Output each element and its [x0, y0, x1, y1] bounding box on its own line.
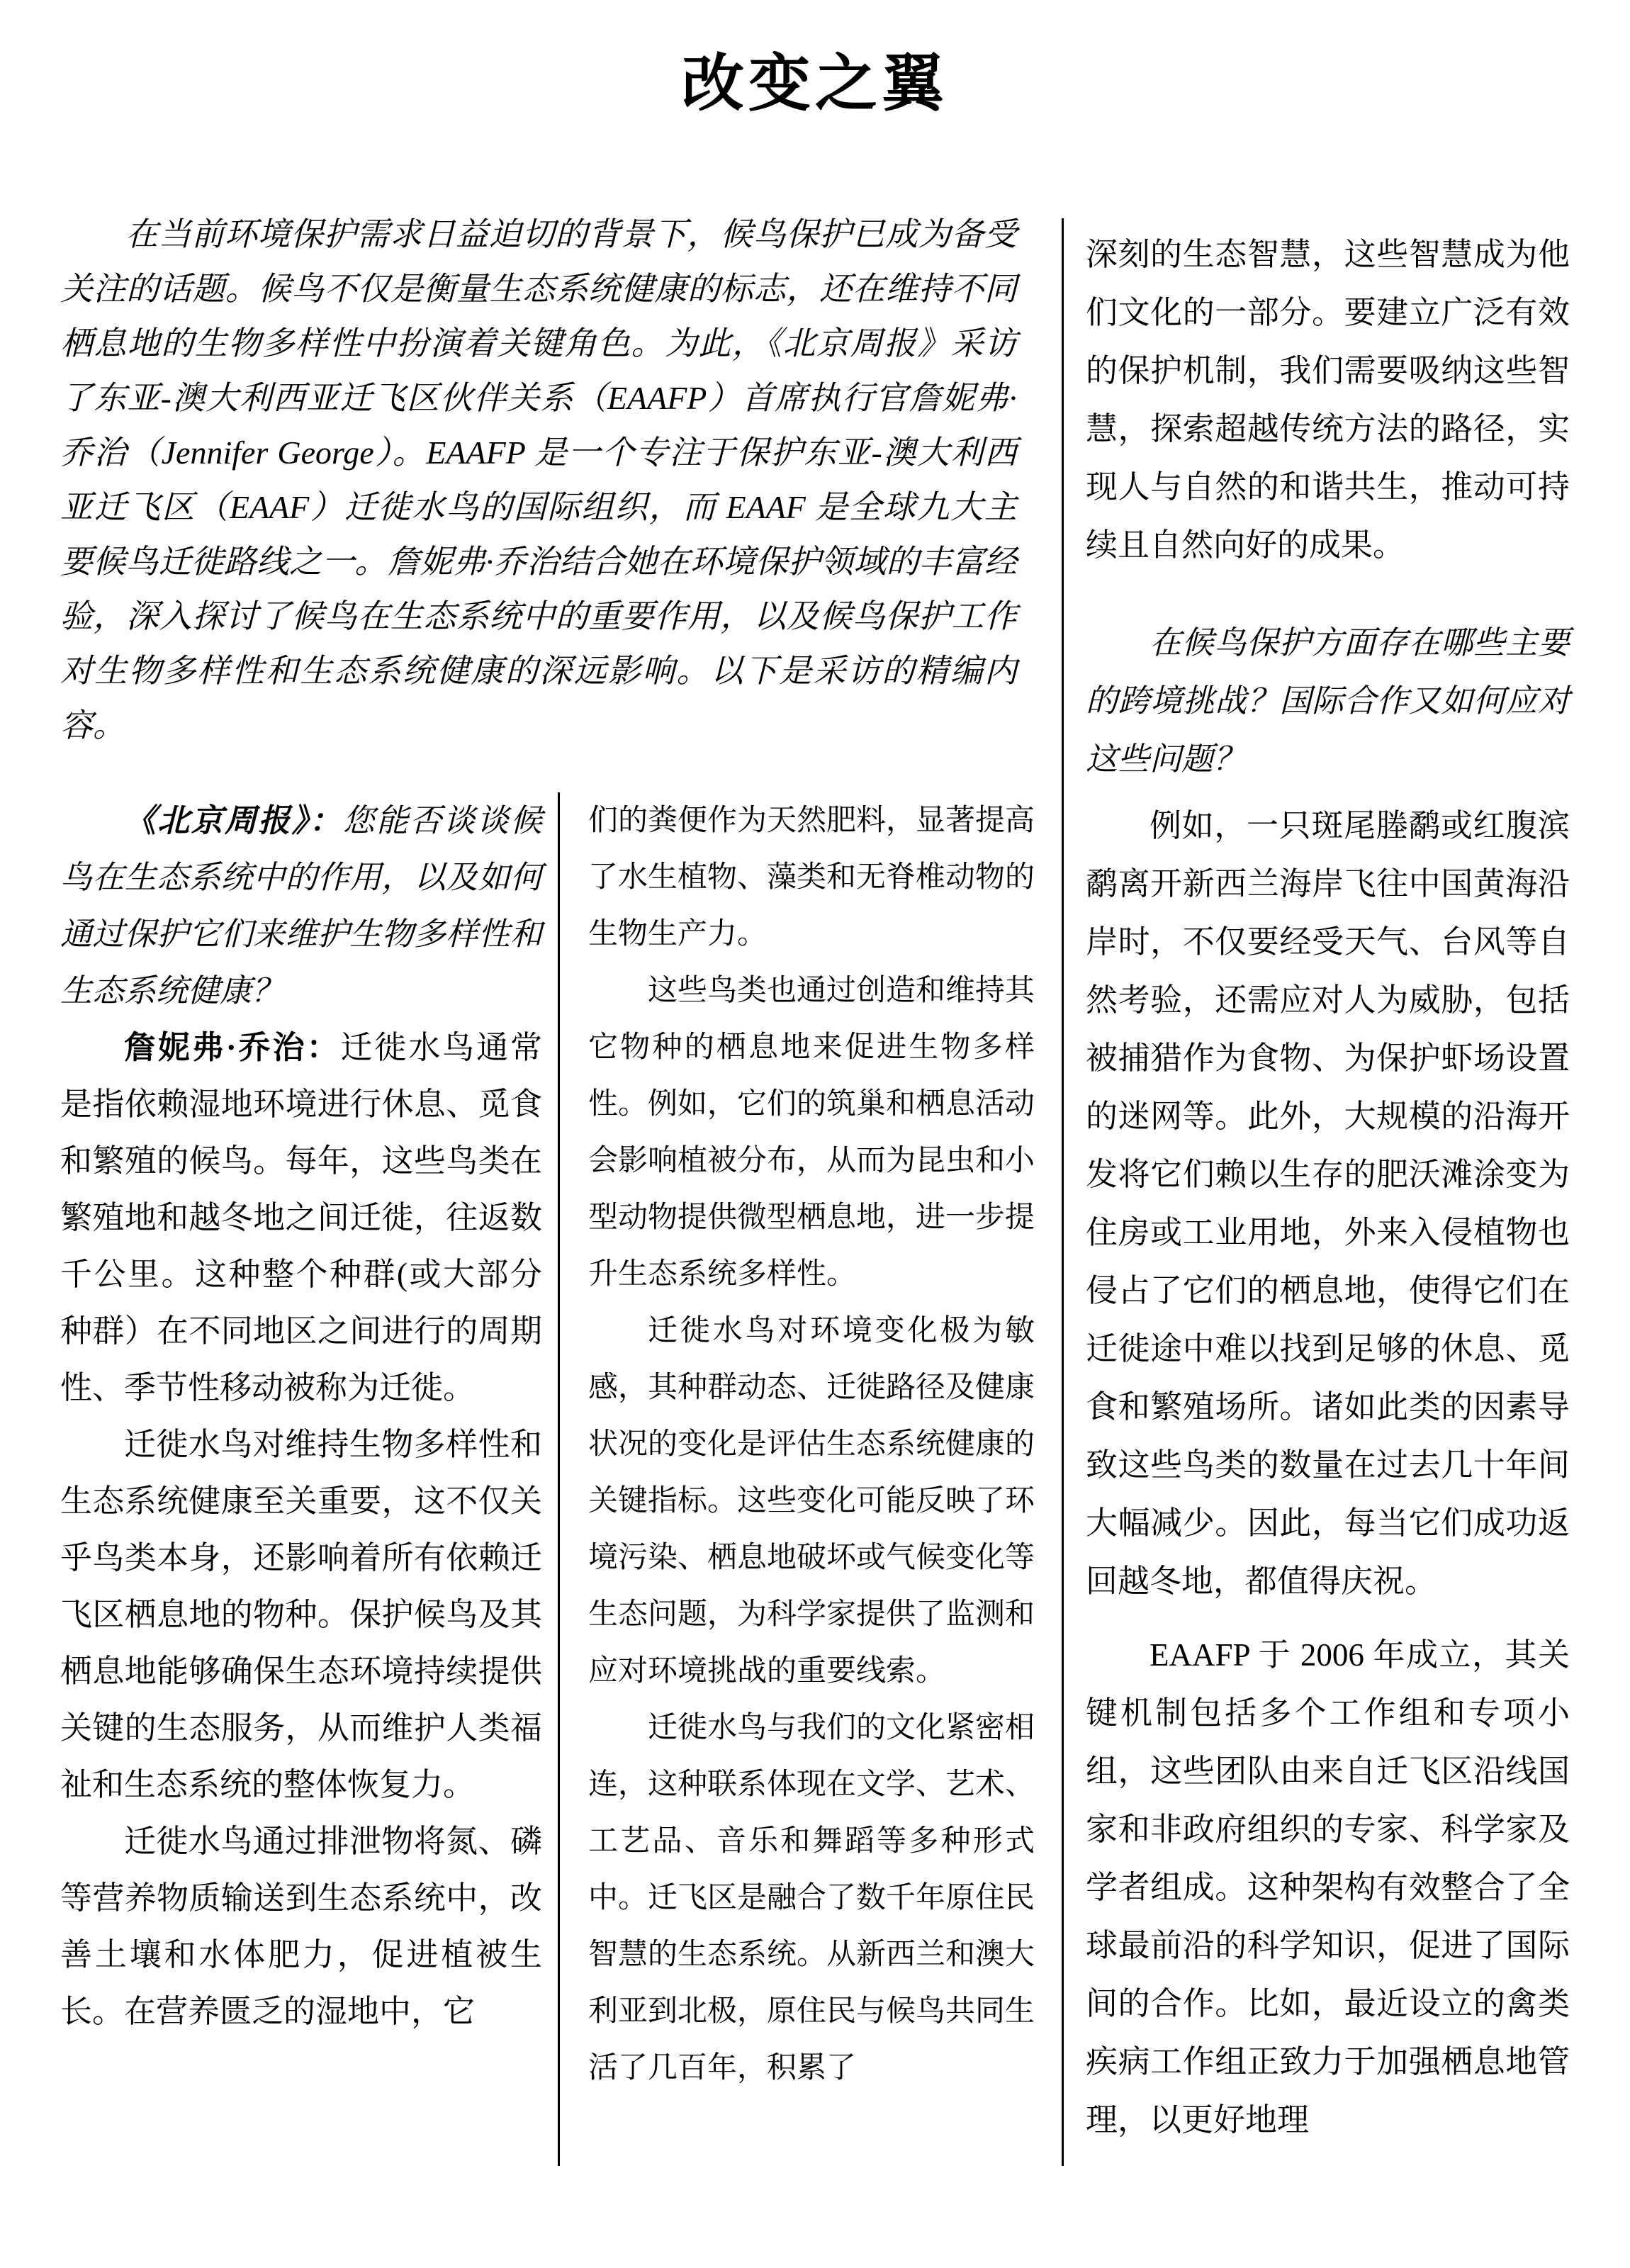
answer-paragraph: 迁徙水鸟对维持生物多样性和生态系统健康至关重要，这不仅关乎鸟类本身，还影响着所有依赖迁飞区栖息地的物种。保护候鸟及其栖息地能够确保生态环境持续提供关键的生态服务，从而维护人类福祉和生态系统的整体恢复力。 [60, 1427, 542, 1802]
column-right [1086, 225, 1570, 2149]
answer-paragraph-continuation: 深刻的生态智慧，这些智慧成为他们文化的一部分。要建立广泛有效的保护机制，我们需要吸纳这些智慧，探索超越传统方法的路径，实现人与自然的和谐共生，推动可持续且自然向好的成果。 [1086, 237, 1570, 563]
answer-paragraph: 例如，一只斑尾塍鹬或红腹滨鹬离开新西兰海岸飞往中国黄海沿岸时，不仅要经受天气、台风等自然考验，还需应对人为威胁，包括被捕猎作为食物、为保护虾场设置的迷网等。此外，大规模的沿海开发将它们赖以生存的肥沃滩涂变为住房或工业用地，外来入侵植物也侵占了它们的栖息地，使得它们在迁徙途中难以找到足够的休息、觅食和繁殖场所。诸如此类的因素导致这些鸟类的数量在过去几十年间大幅减少。因此，每当它们成功返回越冬地，都值得庆祝。 [1086, 808, 1570, 1599]
page-title: 改变之翼 [681, 50, 948, 119]
interviewee-name: 詹妮弗·乔治： [124, 1030, 341, 1065]
column-left [60, 792, 542, 2040]
answer-paragraph: 迁徙水鸟通过排泄物将氮、磷等营养物质输送到生态系统中，改善土壤和水体肥力，促进植被生长。在营养匮乏的湿地中，它 [60, 1824, 542, 2029]
intro-paragraph: 在当前环境保护需求日益迫切的背景下，候鸟保护已成为备受关注的话题。候鸟不仅是衡量生态系统健康的标志，还在维持不同栖息地的生物多样性中扮演着关键角色。为此，《北京周报》采访了东亚-澳大利西亚迁飞区伙伴关系（EAAFP）首席执行官詹妮弗·乔治（Jennifer George）。EAAFP 是一个专注于保护东亚-澳大利西亚迁飞区（EAAF）迁徙水鸟的国际组织，而 EAAF 是全球九大主要候鸟迁徙路线之一。詹妮弗·乔治结合她在环境保护领域的丰富经验，深入探讨了候鸟在生态系统中的重要作用，以及候鸟保护工作对生物多样性和生态系统健康的深远影响。以下是采访的精编内容。 [60, 216, 1017, 743]
answer-paragraph-continuation: 们的粪便作为天然肥料，显著提高了水生植物、藻类和无脊椎动物的生物生产力。 [588, 804, 1035, 950]
answer-paragraph: EAAFP 于 2006 年成立，其关键机制包括多个工作组和专项小组，这些团队由来自迁飞区沿线国家和非政府组织的专家、科学家及学者组成。这种架构有效整合了全球最前沿的科学知识，促进了国际间的合作。比如，最近设立的禽类疾病工作组正致力于加强栖息地管理，以更好地理 [1086, 1637, 1570, 2138]
column-middle [588, 792, 1035, 2096]
answer-paragraph: 这些鸟类也通过创造和维持其它物种的栖息地来促进生物多样性。例如，它们的筑巢和栖息活动会影响植被分布，从而为昆虫和小型动物提供微型栖息地，进一步提升生态系统多样性。 [588, 975, 1035, 1291]
column-divider-left [558, 792, 560, 2166]
answer-paragraph: 迁徙水鸟与我们的文化紧密相连，这种联系体现在文学、艺术、工艺品、音乐和舞蹈等多种形式中。迁飞区是融合了数千年原住民智慧的生态系统。从新西兰和澳大利亚到北极，原住民与候鸟共同生活了几百年，积累了 [588, 1712, 1035, 2084]
interview-question [60, 792, 542, 1019]
answer-paragraph [60, 1019, 542, 1416]
answer-text: 迁徙水鸟通常是指依赖湿地环境进行休息、觅食和繁殖的候鸟。每年，这些鸟类在繁殖地和越冬地之间迁徙，往返数千公里。这种整个种群(或大部分种群）在不同地区之间进行的周期性、季节性移动被称为迁徙。 [60, 1030, 542, 1405]
question-text: 您能否谈谈候鸟在生态系统中的作用，以及如何通过保护它们来维护生物多样性和生态系统健康？ [60, 803, 542, 1009]
answer-paragraph: 迁徙水鸟对环境变化极为敏感，其种群动态、迁徙路径及健康状况的变化是评估生态系统健康的关键指标。这些变化可能反映了环境污染、栖息地破坏或气候变化等生态问题，为科学家提供了监测和应对环境挑战的重要线索。 [588, 1315, 1035, 1688]
column-divider-right [1062, 218, 1064, 2166]
interviewer-name: 《北京周报》： [124, 803, 343, 838]
interview-question: 在候鸟保护方面存在哪些主要的跨境挑战？国际合作又如何应对这些问题？ [1086, 625, 1570, 777]
